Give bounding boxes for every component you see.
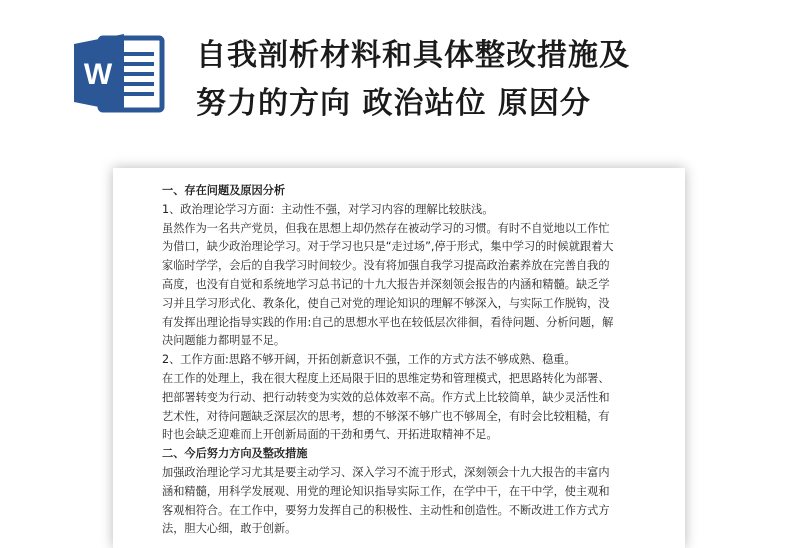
doc-line: 虽然作为一名共产党员，但我在思想上却仍然存在被动学习的习惯。有时不自觉地以工作忙: [162, 221, 610, 235]
page-title: [196, 32, 776, 128]
doc-line: 把部署转变为行动、把行动转变为实效的总体效率不高。作方式上比较简单，缺少灵活性和: [162, 390, 610, 404]
doc-line: 客观相符合。在工作中，要努力发挥自己的积极性、主动性和创造性。不断改进工作方式方: [162, 503, 610, 517]
doc-line: 有发挥出理论指导实践的作用:自己的思想水平也在较低层次徘徊，看待问题、分析问题，解: [162, 315, 614, 329]
doc-line: 艺术性，对待问题缺乏深层次的思考，想的不够深不够广也不够周全，有时会比较粗糙，有: [162, 409, 610, 423]
doc-line: 涵和精髓，用科学发展观、用党的理论知识指导实际工作，在学中干，在干中学，使主观和: [162, 484, 610, 498]
doc-line: 2、工作方面:思路不够开阔，开拓创新意识不强，工作的方式方法不够成熟、稳重。: [162, 353, 576, 367]
doc-line: 时也会缺乏迎难而上开创新局面的干劲和勇气、开拓进取精神不足。: [162, 428, 498, 442]
section-heading: 二、今后努力方向及整改措施: [162, 447, 308, 461]
doc-line: 1、政治理论学习方面：主动性不强，对学习内容的理解比较肤浅。: [162, 202, 494, 216]
title-line-2: 努力的方向 政治站位 原因分: [196, 86, 591, 121]
word-document-icon: [72, 32, 166, 114]
doc-line: 决问题能力都明显不足。: [162, 334, 286, 348]
doc-line: 高度，也没有自觉和系统地学习总书记的十九大报告并深刻领会报告的内涵和精髓。缺乏学: [162, 277, 610, 291]
section-heading: 一、存在问题及原因分析: [162, 184, 286, 197]
title-line-1: 自我剖析材料和具体整改措施及: [196, 38, 630, 73]
doc-line: 为借口，缺少政治理论学习。对于学习也只是“走过场”,停于形式，集中学习的时候就跟着大: [162, 240, 614, 254]
doc-line: 习并且学习形式化、教条化，使自己对党的理论知识的理解不够深入，与实际工作脱钩，没: [162, 296, 610, 310]
doc-line: 家临时学学，会后的自我学习时间较少。没有将加强自我学习提高政治素养放在完善自我的: [162, 259, 610, 273]
doc-line: 法，胆大心细，敢于创新。: [162, 522, 297, 536]
page-header: [0, 0, 800, 150]
word-icon-letter: W: [83, 58, 113, 91]
doc-line: 加强政治理论学习尤其是要主动学习、深入学习不流于形式，深刻领会十九大报告的丰富内: [162, 465, 610, 479]
doc-line: 在工作的处理上，我在很大程度上还局限于旧的思维定势和管理模式，把思路转化为部署、: [162, 371, 610, 385]
document-body: [162, 182, 642, 539]
